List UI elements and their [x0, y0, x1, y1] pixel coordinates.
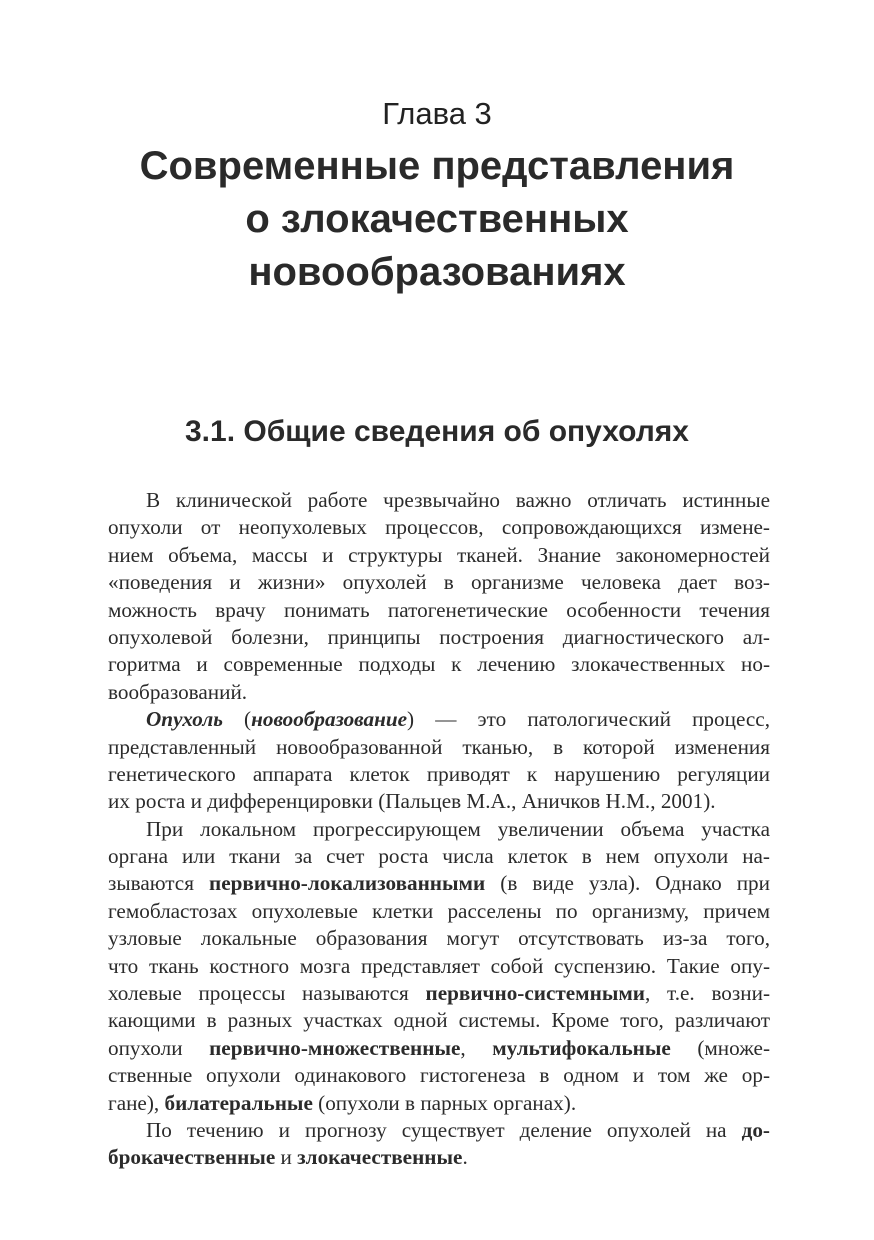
paragraph: [108, 487, 770, 706]
text-line: нием объема, массы и структуры тканей. Знание закономерностей: [108, 542, 770, 567]
text-line: узловые локальные образования могут отсутствовать из-за того,: [108, 926, 770, 951]
section-heading: 3.1. Общие сведения об опухолях: [184, 415, 689, 448]
term-bold: первично-системными: [425, 981, 645, 1006]
text-line: опухоли первично-множественные, мультифокальные (множе-: [108, 1035, 771, 1060]
term-italic-bold: новообразование: [251, 707, 408, 732]
text-line: гемобластозах опухолевые клетки расселены по организму, причем: [108, 898, 770, 923]
term-bold: мультифокальные: [492, 1035, 671, 1060]
text-line: зываются первично-локализованными (в виде узла). Однако при: [108, 871, 770, 896]
term-bold: злокачественные: [297, 1145, 463, 1170]
text-line: опухолевой болезни, принципы построения диагностического ал-: [108, 624, 770, 649]
chapter-title-line: о злокачественных: [245, 197, 629, 241]
paragraph: [108, 816, 770, 1117]
chapter-title-line: новообразованиях: [248, 250, 626, 294]
text-line: генетического аппарата клеток приводят к нарушению регуляции: [108, 761, 770, 786]
text-line: брокачественные и злокачественные.: [108, 1145, 468, 1170]
paragraph: [108, 706, 770, 816]
term-bold: первично-локализованными: [209, 871, 486, 896]
term-bold: первично-множественные: [209, 1035, 461, 1060]
text-line: что ткань костного мозга представляет собой суспензию. Такие опу-: [108, 953, 770, 978]
text-line: Опухоль (новообразование) — это патологический процесс,: [146, 707, 770, 732]
text-line: можность врачу понимать патогенетические особенности течения: [108, 597, 770, 622]
text-line: кающими в разных участках одной системы. Кроме того, различают: [108, 1008, 770, 1033]
term-bold: брокачественные: [108, 1145, 276, 1170]
text-line: По течению и прогнозу существует деление опухолей на до-: [146, 1117, 770, 1142]
text-line: ственные опухоли одинакового гистогенеза в одном и том же ор-: [108, 1063, 770, 1088]
body-text: [108, 487, 770, 1172]
text-line: При локальном прогрессирующем увеличении объема участка: [146, 816, 770, 841]
term-bold: до-: [741, 1117, 770, 1142]
text-line: органа или ткани за счет роста числа клеток в нем опухоли на-: [108, 844, 770, 869]
text-line: В клинической работе чрезвычайно важно отличать истинные: [146, 488, 770, 512]
text-line: представленный новообразованной тканью, в которой изменения: [108, 734, 770, 759]
text-line: «поведения и жизни» опухолей в организме человека дает воз-: [108, 570, 770, 595]
text-line: горитма и современные подходы к лечению злокачественных но-: [108, 652, 770, 677]
text-line: вообразований.: [108, 679, 248, 704]
text-line: их роста и дифференцировки (Пальцев М.А., Аничков Н.М., 2001).: [108, 789, 716, 814]
text-line: гане), билатеральные (опухоли в парных органах).: [108, 1090, 577, 1115]
term-bold: билатеральные: [164, 1090, 313, 1115]
chapter-title: [60, 140, 814, 299]
term-italic-bold: Опухоль: [146, 707, 223, 732]
chapter-label: Глава 3: [382, 96, 492, 131]
text-line: опухоли от неопухолевых процессов, сопровождающихся измене-: [108, 515, 770, 540]
text-line: холевые процессы называются первично-системными, т.е. возни-: [108, 981, 771, 1006]
paragraph: [108, 1117, 770, 1172]
chapter-title-line: Современные представления: [139, 144, 735, 188]
